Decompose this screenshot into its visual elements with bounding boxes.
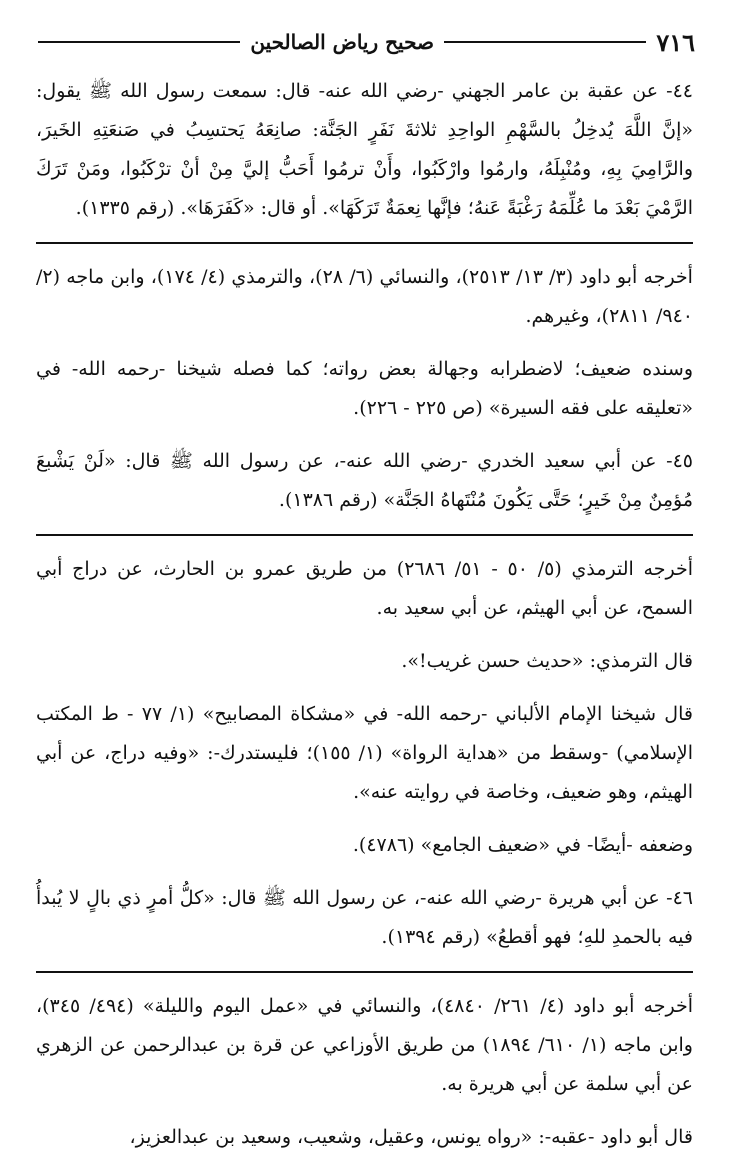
hadith-45: ٤٥- عن أبي سعيد الخدري -رضي الله عنه-، عن رسول الله ﷺ قال: «لَنْ يَشْبعَ مُؤمِنٌ مِنْ خَيرٍ؛ حَتَّى يَكُونَ مُنْتَهاهُ الجَنَّة» (رقم ١٣٨٦). (36, 450, 693, 511)
page-header (38, 26, 695, 58)
book-title: صحيح رياض الصالحين (250, 30, 434, 54)
header-rule-left (38, 41, 240, 43)
daif-note-45: وضعفه -أيضًا- في «ضعيف الجامع» (٤٧٨٦). (352, 834, 693, 856)
page-number: ٧١٦ (656, 27, 695, 57)
header-rule-right (444, 41, 646, 43)
tirmidhi-note-45: قال الترمذي: «حديث حسن غريب!». (401, 650, 693, 672)
takhrij-44: أخرجه أبو داود (٣/ ١٣/ ٢٥١٣)، والنسائي (٦/ ٢٨)، والترمذي (٤/ ١٧٤)، وابن ماجه (٢/ ٩٤٠/ ٢٨١١)، وغيرهم. (36, 266, 693, 327)
hadith-44: ٤٤- عن عقبة بن عامر الجهني -رضي الله عنه- قال: سمعت رسول الله ﷺ يقول: «إنَّ اللَّهَ يُدخِلُ بالسَّهْمِ الواحِدِ ثلاثةَ نَفَرٍ الجَنَّة: صانِعَهُ يَحتسِبُ في صَنعَتِهِ الخَيرَ، والرَّامِيَ بِهِ، ومُنْبِلَهُ، وارمُوا وارْكَبُوا، وأَنْ ترمُوا أَحَبُّ إليَّ مِنْ أنْ ترْكَبُوا، ومَنْ تَرَكَ الرَّمْيَ بَعْدَ ما عُلِّمَهُ رَغْبَةً عَنهُ؛ فإنَّها نِعمَةٌ تَرَكَهَا». أو قال: «كَفَرَهَا». (رقم ١٣٣٥). (36, 80, 693, 219)
page-body (36, 72, 693, 1171)
takhrij-46: أخرجه أبو داود (٤/ ٢٦١/ ٤٨٤٠)، والنسائي في «عمل اليوم والليلة» (٤٩٤/ ٣٤٥)، وابن ماجه (١/ ٦١٠/ ١٨٩٤) من طريق الأوزاعي عن قرة بن عبدالرحمن عن الزهري عن أبي سلمة عن أبي هريرة به. (36, 995, 693, 1095)
separator (36, 242, 693, 244)
abudawud-note-46: قال أبو داود -عقبه-: «رواه يونس، وعقيل، وشعيب، وسعيد بن عبدالعزيز، (129, 1126, 693, 1148)
grading-44: وسنده ضعيف؛ لاضطرابه وجهالة بعض رواته؛ كما فصله شيخنا -رحمه الله- في «تعليقه على فقه السيرة» (ص ٢٢٥ - ٢٢٦). (36, 358, 693, 419)
separator (36, 971, 693, 973)
takhrij-45: أخرجه الترمذي (٥/ ٥٠ - ٥١/ ٢٦٨٦) من طريق عمرو بن الحارث، عن دراج أبي السمح، عن أبي الهيثم، عن أبي سعيد به. (36, 558, 693, 619)
hadith-46: ٤٦- عن أبي هريرة -رضي الله عنه-، عن رسول الله ﷺ قال: «كلُّ أمرٍ ذي بالٍ لا يُبدأُ فيه بالحمدِ للهِ؛ فهو أقطعُ» (رقم ١٣٩٤). (36, 887, 693, 948)
separator (36, 534, 693, 536)
albani-note-45: قال شيخنا الإمام الألباني -رحمه الله- في «مشكاة المصابيح» (١/ ٧٧ - ط المكتب الإسلامي) -وسقط من «هداية الرواة» (١/ ١٥٥)؛ فليستدرك-: «وفيه دراج، عن أبي الهيثم، وهو ضعيف، وخاصة في روايته عنه». (36, 703, 693, 803)
